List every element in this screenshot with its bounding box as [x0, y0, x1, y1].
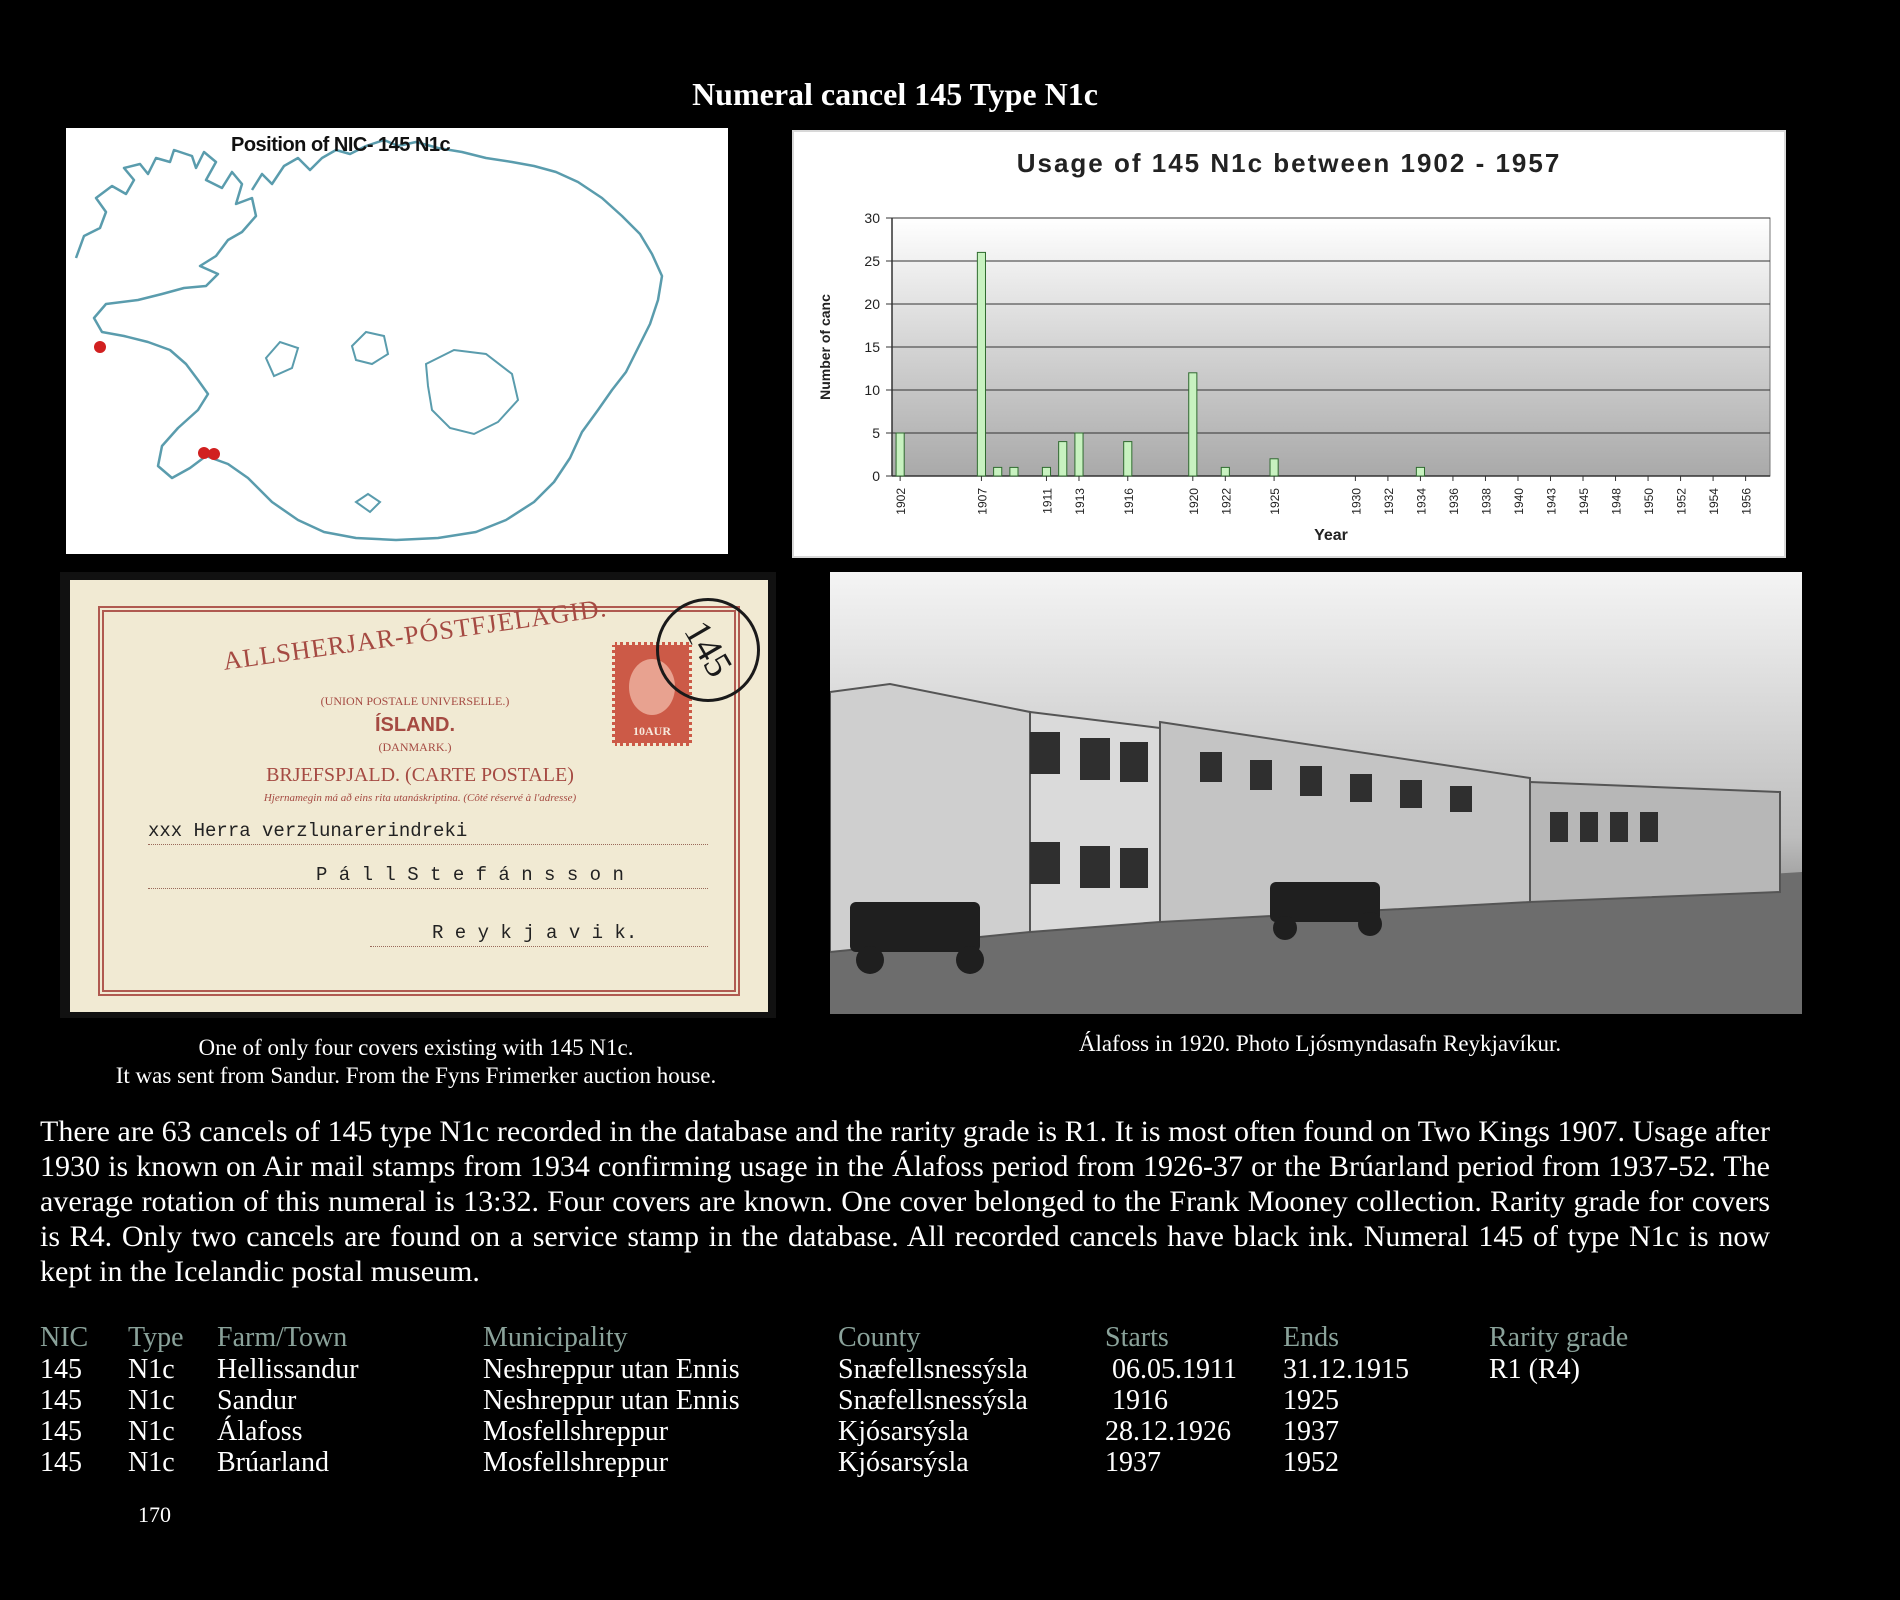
page-title: Numeral cancel 145 Type N1c: [692, 76, 1098, 112]
bar-1922: [1221, 467, 1229, 476]
x-tick-label: 1954: [1707, 488, 1722, 515]
header-type: Type: [128, 1322, 184, 1353]
cell-ends: 1952: [1283, 1447, 1339, 1478]
cell-starts: 1916: [1105, 1385, 1168, 1416]
address-line-2: P á l l S t e f á n s s o n: [316, 864, 624, 886]
bar-1908: [994, 467, 1002, 476]
description-paragraph: There are 63 cancels of 145 type N1c recorded in the database and the rarity grade is R1. It is most often found on Two Kings 1907. Usage after 1930 is known on Air mail stamps from 1934 confirming usage in the Álafoss period from 1926-37 or the Brúarland period from 1937-52. The average rotation of this numeral is 13:32. Four covers are known. One cover belonged to the Frank Mooney collection. Rarity grade for covers is R4. Only two cancels are found on a service stamp in the database. All recorded cancels have black ink. Numeral 145 of type N1c is now kept in the Icelandic postal museum.: [40, 1115, 1770, 1288]
usage-chart: [792, 130, 1786, 558]
header-municipality: Municipality: [483, 1322, 628, 1353]
address-line-1: xxx Herra verzlunarerindreki: [148, 820, 468, 842]
header-nic: NIC: [40, 1322, 89, 1353]
postcard: [70, 580, 768, 1012]
y-tick-label: 25: [864, 253, 880, 269]
x-tick-label: 1940: [1511, 488, 1526, 515]
cell-farm-town: Brúarland: [217, 1447, 329, 1478]
cell-county: Kjósarsýsla: [838, 1447, 969, 1478]
glacier-vatnajokull: [426, 350, 518, 434]
cell-municipality: Neshreppur utan Ennis: [483, 1354, 740, 1385]
cell-farm-town: Álafoss: [217, 1416, 303, 1447]
y-tick-label: 5: [872, 425, 880, 441]
x-tick-label: 1907: [975, 488, 990, 515]
x-tick-label: 1945: [1577, 488, 1592, 515]
x-tick-label: 1936: [1446, 488, 1461, 515]
x-tick-label: 1956: [1739, 488, 1754, 515]
header-ends: Ends: [1283, 1322, 1339, 1353]
cell-farm-town: Hellissandur: [217, 1354, 359, 1385]
cell-type: N1c: [128, 1385, 175, 1416]
postcard-caption: [48, 1034, 784, 1090]
y-tick-label: 0: [872, 468, 880, 484]
x-tick-label: 1920: [1186, 488, 1201, 515]
table-header-row: [0, 1322, 1900, 1354]
x-tick-label: 1925: [1268, 488, 1283, 515]
table-row: [0, 1447, 1900, 1479]
x-tick-label: 1922: [1219, 488, 1234, 515]
postcard-island: ÍSLAND.: [375, 714, 455, 736]
postcard-brjefspjald: BRJEFSPJALD. (CARTE POSTALE): [266, 764, 574, 786]
postcard-header-arc: ALLSHERJAR-PÓSTFJELAGID.: [221, 593, 609, 676]
address-rule-1: [148, 844, 708, 845]
cell-nic: 145: [40, 1354, 82, 1385]
bar-1902: [896, 433, 904, 476]
usage-chart-svg: [794, 132, 1784, 556]
cell-ends: 1937: [1283, 1416, 1339, 1447]
postcard-image: [60, 572, 776, 1018]
iceland-map: [66, 128, 728, 554]
postcard-caption-line1: One of only four covers existing with 145 N1c.: [198, 1035, 634, 1060]
cell-ends: 31.12.1915: [1283, 1354, 1409, 1385]
cell-type: N1c: [128, 1354, 175, 1385]
cell-ends: 1925: [1283, 1385, 1339, 1416]
bar-1907: [977, 252, 985, 476]
iceland-outline-map: [66, 128, 728, 554]
numeral-cancel-mark: [656, 598, 760, 702]
cell-nic: 145: [40, 1416, 82, 1447]
y-tick-label: 15: [864, 339, 880, 355]
table-row: [0, 1416, 1900, 1448]
postcard-note: Hjernamegin má að eins rita utanáskriptina. (Côté réservé à l'adresse): [263, 792, 577, 804]
bar-1912: [1059, 442, 1067, 476]
y-tick-label: 20: [864, 296, 880, 312]
cell-starts: 28.12.1926: [1105, 1416, 1231, 1447]
postcard-danmark: (DANMARK.): [378, 740, 452, 754]
photo-caption: Álafoss in 1920. Photo Ljósmyndasafn Reykjavíkur.: [1078, 1031, 1562, 1056]
cell-type: N1c: [128, 1447, 175, 1478]
address-rule-2: [148, 888, 708, 889]
bar-1920: [1189, 373, 1197, 476]
coastline-path: [76, 140, 662, 540]
location-marker-hellissandur: [94, 341, 106, 353]
header-rarity-grade: Rarity grade: [1489, 1322, 1629, 1353]
address-rule-3: [370, 946, 708, 947]
x-tick-label: 1911: [1040, 488, 1055, 514]
cell-municipality: Mosfellshreppur: [483, 1416, 669, 1447]
page-number: 170: [138, 1502, 171, 1527]
glacier-hofsjokull: [352, 332, 388, 364]
cell-starts: 1937: [1105, 1447, 1161, 1478]
x-tick-label: 1932: [1381, 488, 1396, 515]
cancel-number: 145: [675, 613, 741, 685]
bar-1911: [1042, 467, 1050, 476]
y-axis-label: Number of canc: [817, 294, 833, 400]
address-line-3: R e y k j a v i k.: [432, 922, 638, 944]
cell-starts: 06.05.1911: [1105, 1354, 1237, 1385]
glacier-langjokull: [266, 342, 298, 376]
x-tick-label: 1943: [1544, 488, 1559, 515]
cell-type: N1c: [128, 1416, 175, 1447]
header-county: County: [838, 1322, 921, 1353]
table-row: [0, 1354, 1900, 1386]
cell-nic: 145: [40, 1385, 82, 1416]
x-tick-label: 1948: [1609, 488, 1624, 515]
header-starts: Starts: [1105, 1322, 1169, 1353]
map-label: Position of NIC- 145 N1c: [231, 134, 451, 156]
header-farm-town: Farm/Town: [217, 1322, 348, 1353]
chart-title: Usage of 145 N1c between 1902 - 1957: [1016, 148, 1562, 178]
y-tick-label: 10: [864, 382, 880, 398]
cell-farm-town: Sandur: [217, 1385, 297, 1416]
x-tick-label: 1950: [1642, 488, 1657, 515]
cell-county: Kjósarsýsla: [838, 1416, 969, 1447]
location-marker-bruarland: [208, 448, 220, 460]
bar-1916: [1124, 442, 1132, 476]
stamp-value: 10AUR: [633, 724, 671, 738]
cell-nic: 145: [40, 1447, 82, 1478]
bar-1913: [1075, 433, 1083, 476]
bar-1925: [1270, 459, 1278, 476]
cell-county: Snæfellsnessýsla: [838, 1385, 1028, 1416]
x-tick-label: 1952: [1674, 488, 1689, 515]
bar-1934: [1416, 467, 1424, 476]
x-tick-label: 1902: [894, 488, 909, 515]
x-axis-label: Year: [1314, 527, 1348, 544]
x-tick-label: 1938: [1479, 488, 1494, 515]
bar-1909: [1010, 467, 1018, 476]
postcard-union: (UNION POSTALE UNIVERSELLE.): [320, 694, 510, 708]
cell-rarity-grade: R1 (R4): [1489, 1354, 1580, 1385]
postcard-caption-line2: It was sent from Sandur. From the Fyns Frimerker auction house.: [115, 1063, 717, 1088]
x-tick-label: 1916: [1121, 488, 1136, 515]
x-tick-label: 1934: [1414, 488, 1429, 515]
x-tick-label: 1913: [1072, 488, 1087, 515]
alafoss-photo: [830, 572, 1802, 1014]
cell-municipality: Neshreppur utan Ennis: [483, 1385, 740, 1416]
cell-municipality: Mosfellshreppur: [483, 1447, 669, 1478]
cell-county: Snæfellsnessýsla: [838, 1354, 1028, 1385]
x-tick-label: 1930: [1349, 488, 1364, 515]
table-row: [0, 1385, 1900, 1417]
glacier-myrdalsjokull: [356, 494, 380, 512]
alafoss-photo-illustration: [830, 572, 1802, 1014]
y-tick-label: 30: [864, 210, 880, 226]
